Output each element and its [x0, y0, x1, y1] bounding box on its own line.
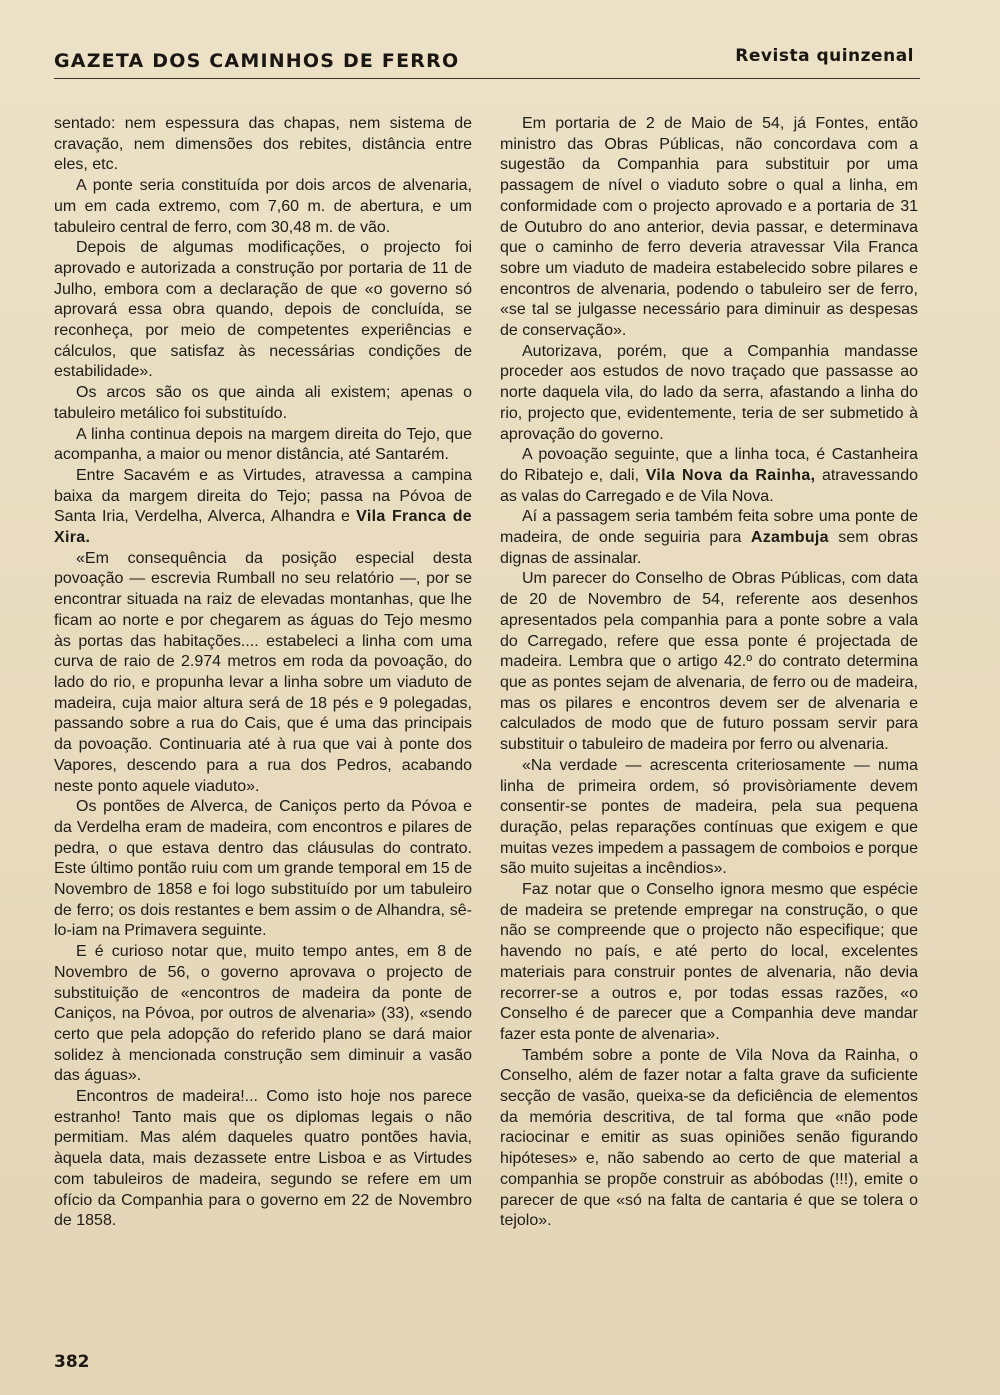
journal-title: GAZETA DOS CAMINHOS DE FERRO — [54, 50, 460, 72]
paragraph-text: Aí a passagem seria também feita sobre uma ponte de madeira, de onde seguiria para — [500, 508, 918, 547]
paragraph: Em portaria de 2 de Maio de 54, já Fontes, então ministro das Obras Públicas, não concordava com a sugestão da Companhia para substituir por uma passagem de nível o viaduto sobre o qual a linha, em conformidade com o projecto aprovado e a portaria de 31 de Outubro do ano anterior, devia passar, e determinava que o caminho de ferro deveria atravessar Vila Franca sobre um viaduto de madeira estabelecido sobre pilares e encontros de alvenaria, podendo o tabuleiro ser de ferro, «se tal se julgasse necessário para diminuir as despesas de conservação». — [500, 115, 918, 340]
paragraph: Faz notar que o Conselho ignora mesmo que espécie de madeira se pretende empregar na construção, o que não se compreende que o projecto não especifique; que havendo no país, e até perto do local, excelentes materiais para construir pontes de alvenaria, não devia recorrer-se a outros e, por todas essas razões, «o Conselho é de parecer que a Companhia deve mandar fazer esta ponte de alvenaria». — [500, 881, 918, 1043]
place-name-bold: Vila Franca de Xira. — [54, 508, 473, 547]
paragraph: «Na verdade — acrescenta criteriosamente — numa linha de primeira ordem, só provisòriamente devem consentir-se pontes de madeira, pela sua pequena duração, pelas reparações contínuas que exigem e que muitas vezes impedem a passagem de comboios e porque são muito sujeitas a incêndios». — [500, 756, 918, 878]
paragraph-text: Entre Sacavém e as Virtudes, atravessa a campina baixa da margem direita do Tejo; passa na Póvoa de Santa Iria, Verdelha, Alverca, Alhandra e — [54, 466, 472, 526]
paragraph-text: sem obras dignas de assinalar. — [500, 529, 918, 567]
paragraph: Os arcos são os que ainda ali existem; apenas o tabuleiro metálico foi substituído. — [54, 384, 472, 422]
paragraph: E é curioso notar que, muito tempo antes, em 8 de Novembro de 56, o governo aprovava o projecto de substituição de «encontros de madeira da ponte de Caniços, na Póvoa, por outros de alvenaria» (33), «sendo certo que pela adopção do referido plano se dará maior solidez à mencionada construção sem diminuir a vasão das águas». — [54, 943, 472, 1085]
paragraph — [500, 507, 918, 569]
journal-subtitle: Revista quinzenal — [735, 46, 914, 66]
paragraph — [500, 445, 918, 507]
paragraph: sentado: nem espessura das chapas, nem sistema de cravação, nem dimensões dos rebites, distância entre eles, etc. — [54, 115, 472, 174]
left-column — [54, 114, 472, 1232]
paragraph: «Em consequência da posição especial desta povoação — escrevia Rumball no seu relatório —, por se encontrar situada na raiz de elevadas montanhas, que lhe ficam ao norte e por chegarem as águas do Tejo mesmo às portas das habitações.... estabeleci a linha com uma curva de raio de 2.974 metros em roda da povoação, do lado do rio, e propunha levar a linha sobre um viaduto de madeira, cuja maior altura será de 18 pés e 9 polegadas, passando sobre a rua do Cais, que é uma das principais da povoação. Continuaria até à rua que vai à ponte dos Vapores, descendo para a rua dos Pedros, acabando neste ponto aquele viaduto». — [54, 549, 472, 795]
paragraph: Depois de algumas modificações, o projecto foi aprovado e autorizada a construção por portaria de 11 de Julho, embora com a declaração de que «o governo só aprovará essa obra quando, depois de concluída, se reconheça, por meio de competentes experiências e cálculos, que satisfaz às necessárias condições de estabilidade». — [54, 239, 472, 381]
paragraph: Os pontões de Alverca, de Caniços perto da Póvoa e da Verdelha eram de madeira, com encontros e pilares de pedra, o que estava dentro das cláusulas do contrato. Este último pontão ruiu com um grande temporal em 15 de Novembro de 1858 e foi logo substituído por um tabuleiro de ferro; os dois restantes e bem assim o de Alhandra, sê-lo-iam na Primavera seguinte. — [54, 798, 472, 940]
page-number: 382 — [54, 1352, 90, 1372]
paragraph-text: A povoação seguinte, que a linha toca, é Castanheira do Ribatejo e, dali, — [500, 446, 918, 484]
paragraph: A linha continua depois na margem direita do Tejo, que acompanha, a maior ou menor distância, até Santarém. — [54, 425, 472, 464]
place-name-bold: Azambuja — [750, 529, 829, 547]
place-name-bold: Vila Nova da Rainha, — [645, 466, 816, 484]
header-rule — [54, 78, 920, 79]
paragraph: Também sobre a ponte de Vila Nova da Rainha, o Conselho, além de fazer notar a falta grave da suficiente secção de vasão, queixa-se da deficiência de elementos da memória descritiva, de tal forma que «não pode raciocinar e emitir as suas opiniões senão figurando hipóteses» e, não sabendo ao certo de que material a companhia se propõe construir as abóbodas (!!!), emite o parecer de que «só na falta de cantaria é que se tolera o tejolo». — [500, 1046, 918, 1230]
paragraph: Encontros de madeira!... Como isto hoje nos parece estranho! Tanto mais que os diplomas legais o não permitiam. Mas além daqueles quatro pontões havia, àquela data, mais dezassete entre Lisboa e as Virtudes com tabuleiros de madeira, segundo se refere em um ofício da Companhia para o governo em 22 de Novembro de 1858. — [54, 1088, 472, 1230]
paragraph-text: atravessando as valas do Carregado e de Vila Nova. — [500, 466, 918, 505]
paragraph: A ponte seria constituída por dois arcos de alvenaria, um em cada extremo, com 7,60 m. de abertura, e um tabuleiro central de ferro, com 30,48 m. de vão. — [54, 177, 472, 236]
right-column — [500, 114, 918, 1232]
paragraph: Um parecer do Conselho de Obras Públicas, com data de 20 de Novembro de 54, referente aos desenhos apresentados pela companhia para a ponte sobre a vala do Carregado, refere que essa ponte é projectada de madeira. Lembra que o artigo 42.º do contrato determina que as pontes sejam de alvenaria, de ferro ou de madeira, mas os pilares e encontros devem ser de alvenaria e calculados de modo que de futuro possam servir para substituir o tabuleiro de madeira por ferro ou alvenaria. — [500, 570, 918, 754]
paragraph — [54, 466, 472, 549]
paragraph: Autorizava, porém, que a Companhia mandasse proceder aos estudos de novo traçado que passasse ao norte daquela vila, do lado da serra, afastando a linha do rio, projecto que, evidentemente, teria de ser submetido à aprovação do governo. — [500, 342, 918, 443]
